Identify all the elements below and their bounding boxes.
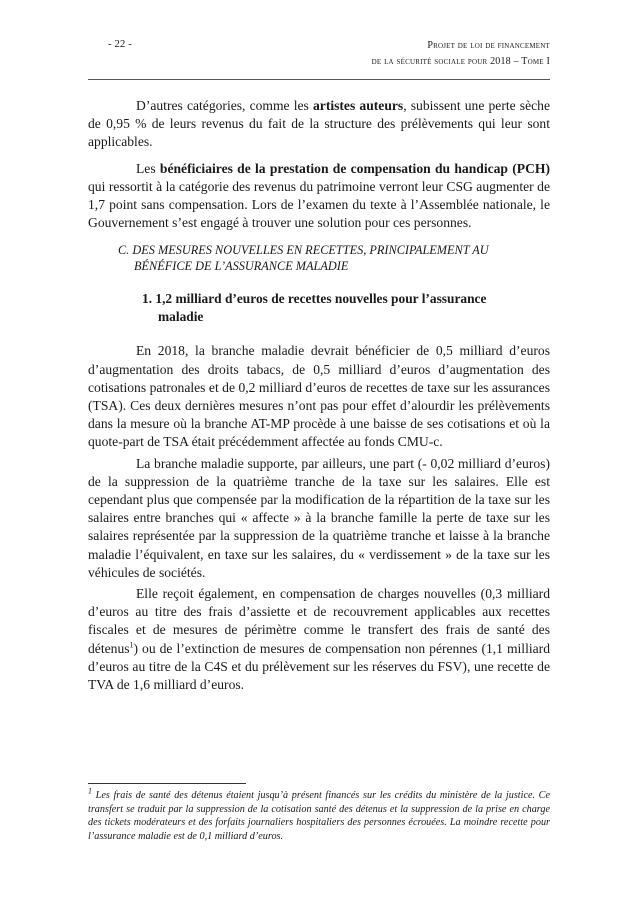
document-title-line2: de la sécurité sociale pour 2018 – Tome I [371,56,550,67]
bold-term: artistes auteurs [312,98,404,113]
paragraph-text: D’autres catégories, comme les [136,98,313,113]
paragraph-compensation [88,585,550,694]
paragraph-2018: En 2018, la branche maladie devrait bénéficier de 0,5 milliard d’euros d’augmentation des droits tabacs, de 0,5 milliard d’euros d’augmentation des cotisations patronales et de 0,2 milliard d’euros de recettes de taxe sur les assurances (TSA). Ces deux dernières mesures n’ont pas pour effet d’alourdir les prélèvements dans la mesure où la branche AT-MP procède à une baisse de ses cotisations et où la quote-part de TSA était précédemment affectée au fonds CMU-c. [88,343,550,450]
document-title-line1: Projet de loi de financement [427,40,550,51]
paragraph-taxe-salaires: La branche maladie supporte, par ailleurs, une part (- 0,02 milliard d’euros) de la suppression de la quatrième tranche de la taxe sur les salaires. Elle est cependant plus que compensée par la modification de la répartition de la taxe sur les salaires entre branches qui « affecte » à la branche famille la perte de taxe sur les salaires représentée par la suppression de la quatrième tranche et laisse à la branche maladie l’équivalent, en taxe sur les salaires, du « verdissement » de la taxe sur les véhicules de sociétés. [88,455,550,580]
subsection-heading [142,290,550,326]
paragraph-text: ) ou de l’extinction de mesures de compensation non pérennes (1,1 milliard d’euros au titre de la C4S et du prélèvement sur les réserves du FSV), une recette de TVA de 1,6 milliard d’euros. [88,640,550,693]
paragraph-text: , subissent une perte sèche de 0,95 % de leurs revenus du fait de la structure des prélèvements qui leur sont applicables. [88,98,550,150]
section-heading-line1: C. DES MESURES NOUVELLES EN RECETTES, PRINCIPALEMENT AU [118,243,489,258]
header-divider [88,79,550,80]
page-number: - 22 - [108,38,132,50]
footnote-text: Les frais de santé des détenus étaient jusqu’à présent financés sur les crédits du ministère de la justice. Ce transfert se traduit par la suppression de la cotisation santé des détenus et la suppression de la prise en charge des tickets modérateurs et des forfaits journaliers hospitaliers des personnes écrouées. La moindre recette pour l’assurance maladie est de 0,1 milliard d’euros. [88,790,550,842]
section-heading [118,242,550,274]
paragraph-pch [88,160,550,233]
footnote-marker: 1 [88,786,92,796]
subsection-heading-line2: maladie [158,309,204,325]
document-title [372,38,550,70]
paragraph-text: Les [136,160,160,176]
footnote [88,786,550,843]
document-body [88,97,550,702]
subsection-heading-line1: 1. 1,2 milliard d’euros de recettes nouvelles pour l’assurance [142,291,487,307]
page-header [88,38,550,78]
bold-term: bénéficiaires de la prestation de compensation du handicap (PCH) [159,160,550,176]
paragraph-artistes [88,97,550,152]
footnote-divider [88,783,246,784]
paragraph-text: Elle reçoit également, en compensation de charges nouvelles (0,3 milliard d’euros au titre des frais d’assiette et de recouvrement applicables aux recettes fiscales et de mesures de périmètre comme le transfert des frais de santé des détenus [88,586,550,656]
section-heading-line2: BÉNÉFICE DE L’ASSURANCE MALADIE [134,259,349,274]
paragraph-text: qui ressortit à la catégorie des revenus du patrimoine verront leur CSG augmenter de 1,7 point sans compensation. Lors de l’examen du texte à l’Assemblée nationale, le Gouvernement s’est engagé à trouver une solution pour ces personnes. [88,178,550,231]
footnote-reference[interactable]: 1 [129,640,134,650]
